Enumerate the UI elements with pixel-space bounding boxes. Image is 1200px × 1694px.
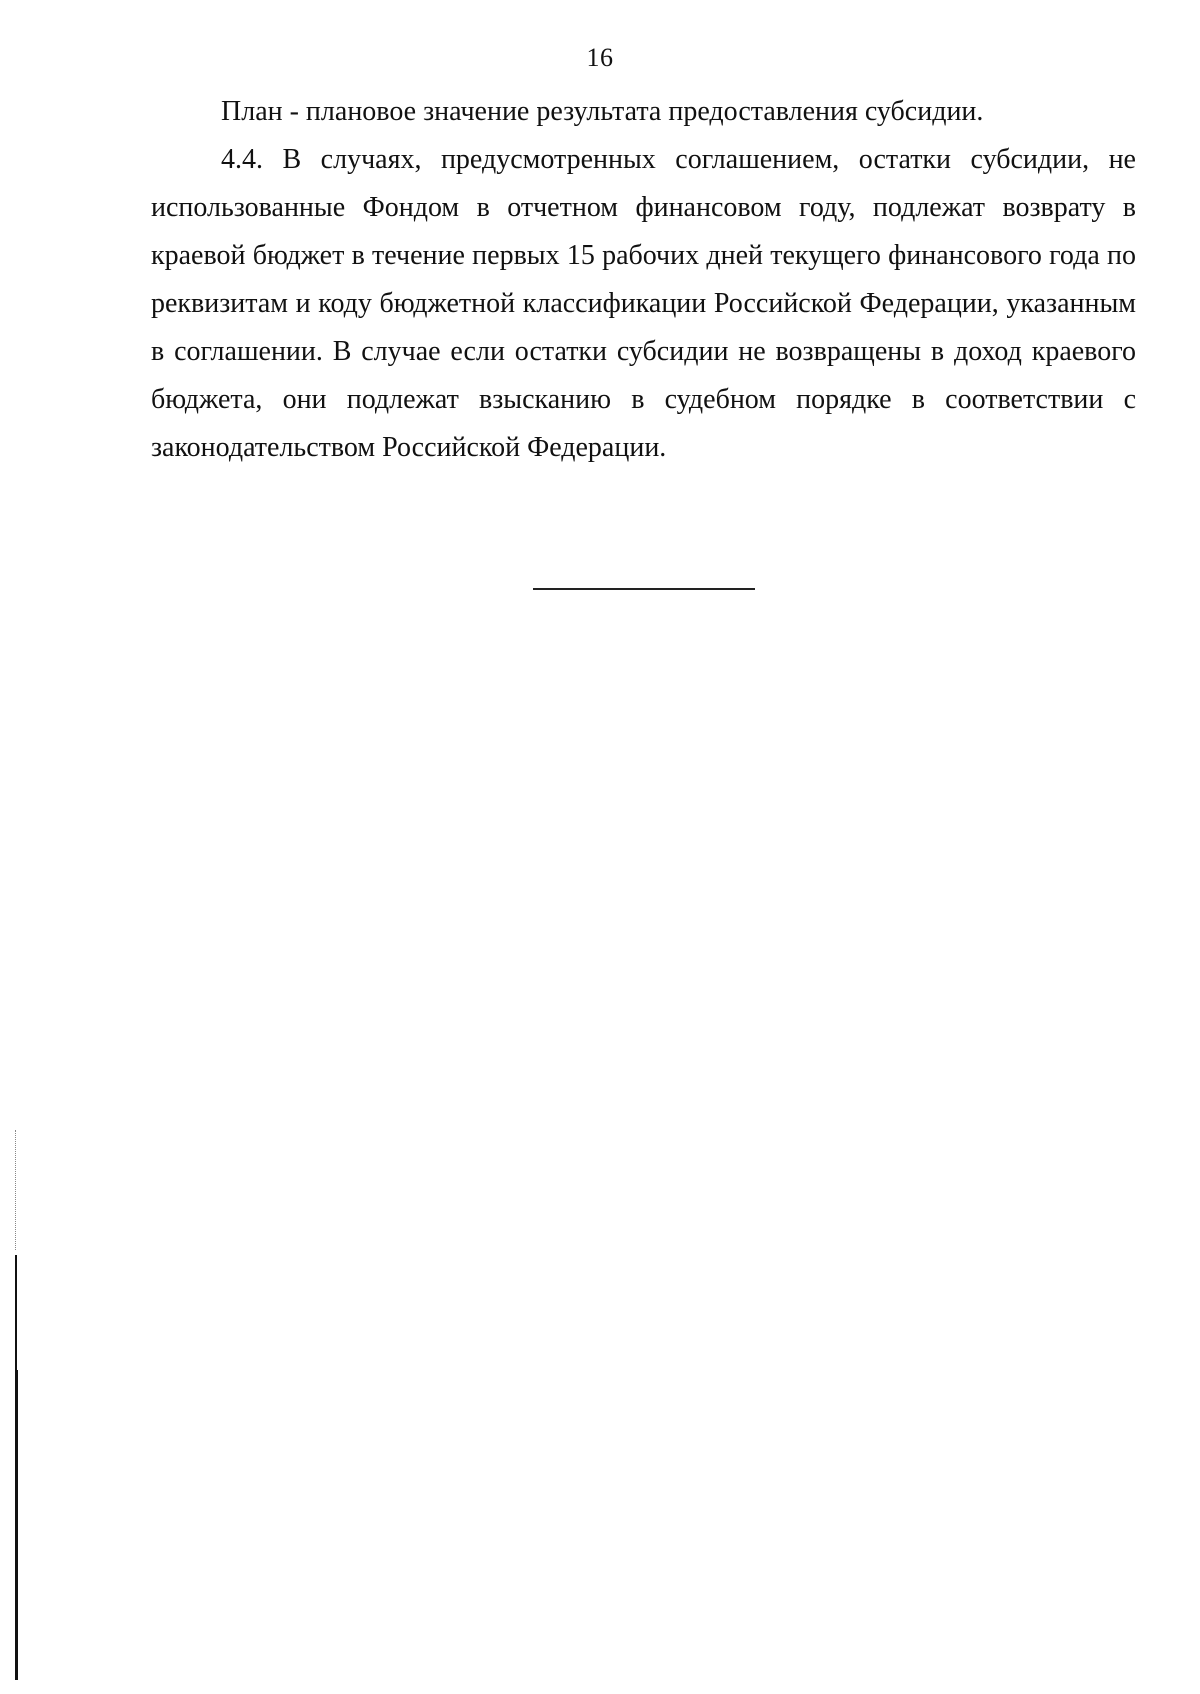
paragraph-plan-definition: План - плановое значение результата предоставления субсидии. [221,96,984,127]
end-of-section-rule [533,588,755,590]
scan-edge-mark-thick [15,1370,18,1680]
paragraph-4-4: 4.4. В случаях, предусмотренных соглашением, остатки субсидии, не использованные Фондом в отчетном финансовом году, подлежат возврату в краевой бюджет в течение первых 15 рабочих дней текущего финансового года по реквизитам и коду бюджетной классификации Российской Федерации, указанным в соглашении. В случае если остатки субсидии не возвращены в доход краевого бюджета, они подлежат взысканию в судебном порядке в соответствии с законодательством Российской Федерации. [151,144,1136,463]
document-body [151,88,1136,472]
scan-edge-mark-dotted [15,1130,17,1250]
page-number: 16 [586,43,614,72]
